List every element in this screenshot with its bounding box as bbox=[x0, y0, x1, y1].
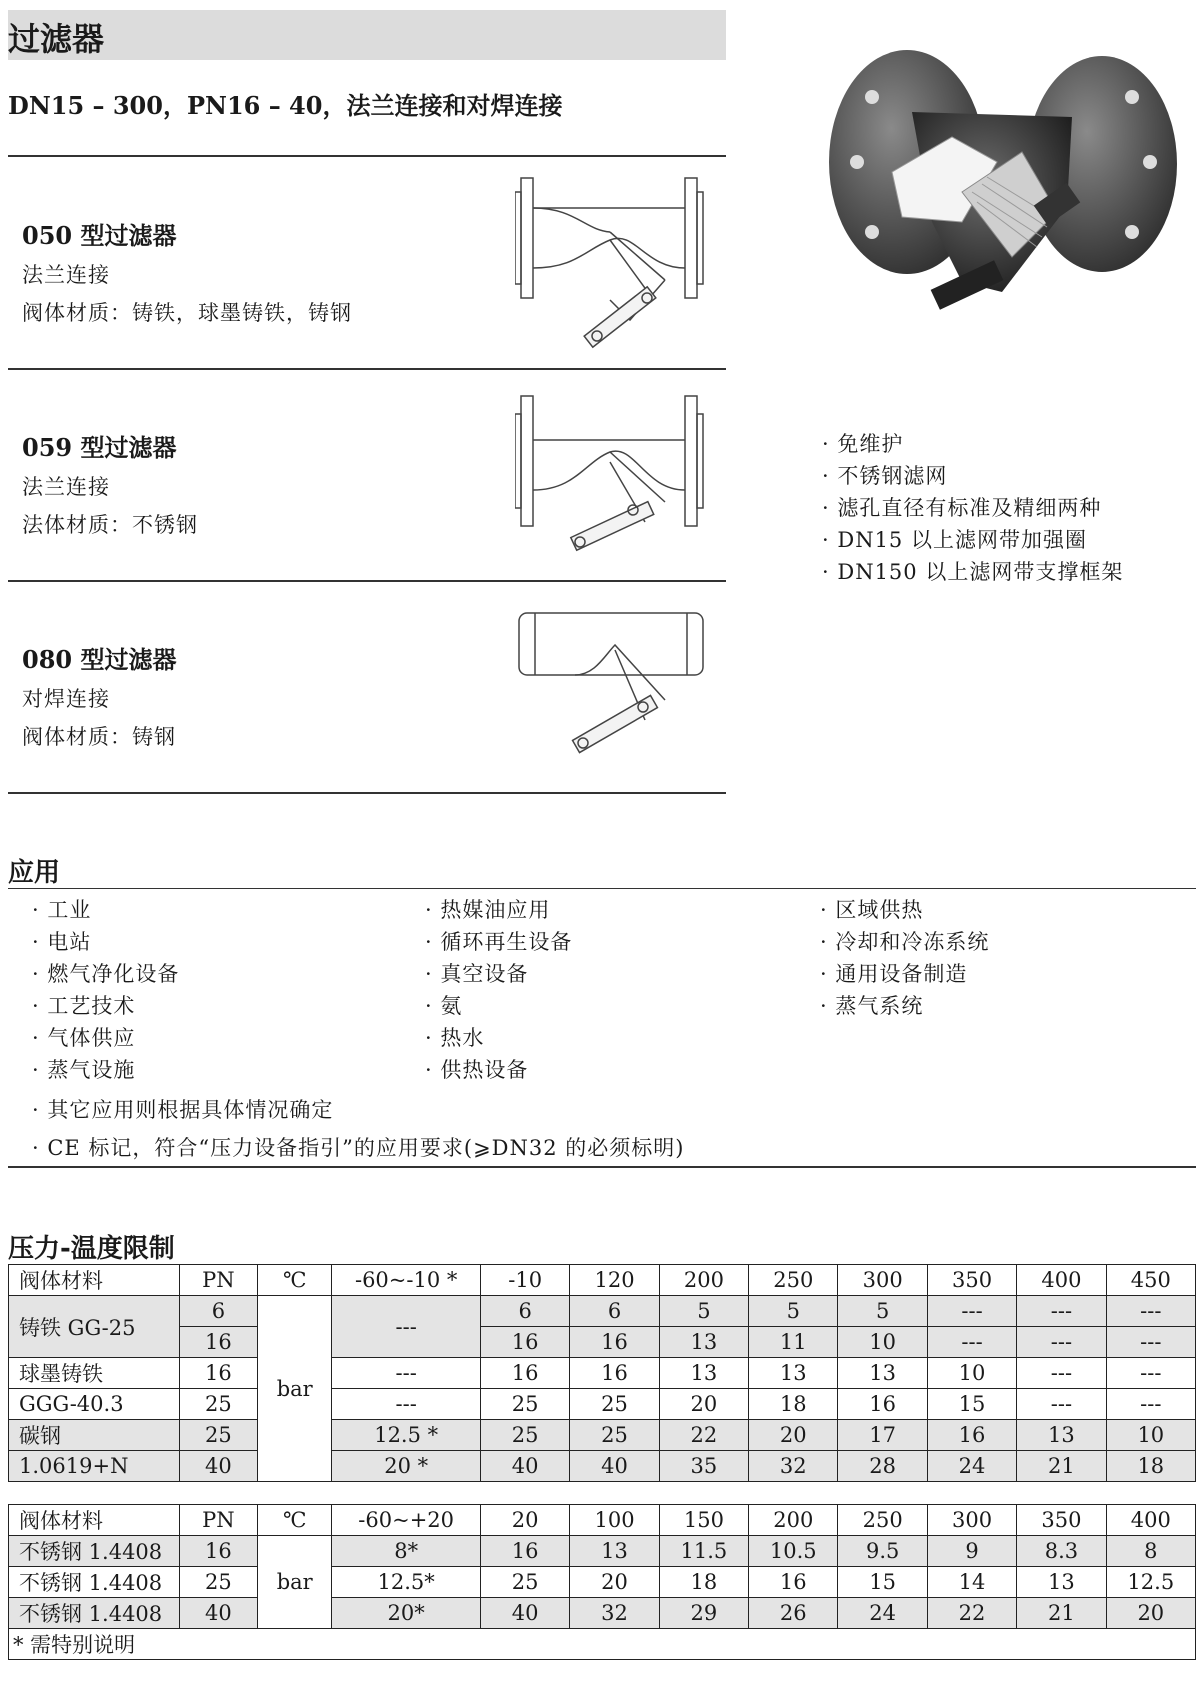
value-cell: 10 bbox=[927, 1358, 1016, 1389]
value-cell: 22 bbox=[659, 1420, 748, 1451]
header-cell: -60~+20 bbox=[332, 1505, 481, 1536]
value-cell: 32 bbox=[570, 1598, 659, 1629]
application-item: · 供热设备 bbox=[425, 1058, 529, 1082]
header-cell: 450 bbox=[1106, 1265, 1195, 1296]
header-cell: 200 bbox=[659, 1265, 748, 1296]
strainer-080-drawing-icon bbox=[515, 605, 715, 775]
value-cell: --- bbox=[1106, 1296, 1195, 1327]
value-cell: 20 bbox=[659, 1389, 748, 1420]
value-cell: 20* bbox=[332, 1598, 481, 1629]
header-cell: 阀体材料 bbox=[9, 1265, 180, 1296]
value-cell: --- bbox=[332, 1389, 481, 1420]
model-059 bbox=[22, 428, 198, 547]
value-cell: 10.5 bbox=[749, 1536, 838, 1567]
divider bbox=[8, 888, 1196, 889]
value-cell: 22 bbox=[927, 1598, 1016, 1629]
material-cell: 铸铁 GG-25 bbox=[9, 1296, 180, 1358]
value-cell: 12.5 bbox=[1106, 1567, 1195, 1598]
value-cell: 13 bbox=[1017, 1567, 1106, 1598]
value-cell: 35 bbox=[659, 1451, 748, 1482]
value-cell: 11.5 bbox=[659, 1536, 748, 1567]
table-row bbox=[9, 1567, 1196, 1598]
divider bbox=[8, 1166, 1196, 1168]
pn-cell: 25 bbox=[179, 1567, 257, 1598]
value-cell: --- bbox=[332, 1358, 481, 1389]
value-cell: 8 bbox=[1106, 1536, 1195, 1567]
value-cell: 12.5 * bbox=[332, 1420, 481, 1451]
value-cell: 25 bbox=[570, 1420, 659, 1451]
table-row bbox=[9, 1451, 1196, 1482]
value-cell: 13 bbox=[749, 1358, 838, 1389]
pn-cell: 6 bbox=[179, 1296, 257, 1327]
model-connection: 对焊连接 bbox=[22, 687, 110, 711]
value-cell: 5 bbox=[659, 1296, 748, 1327]
header-cell: 400 bbox=[1017, 1265, 1106, 1296]
value-cell: 12.5* bbox=[332, 1567, 481, 1598]
unit-cell: bar bbox=[258, 1536, 332, 1629]
strainer-050-drawing-icon bbox=[515, 170, 715, 355]
value-cell: --- bbox=[1106, 1389, 1195, 1420]
value-cell: 8* bbox=[332, 1536, 481, 1567]
application-item: · 氨 bbox=[425, 994, 463, 1018]
value-cell: 40 bbox=[480, 1598, 569, 1629]
value-cell: --- bbox=[927, 1296, 1016, 1327]
header-cell: 350 bbox=[1017, 1505, 1106, 1536]
strainer-cutaway-photo-icon bbox=[812, 42, 1182, 342]
value-cell: 20 bbox=[570, 1567, 659, 1598]
value-cell: 6 bbox=[480, 1296, 569, 1327]
pn-cell: 25 bbox=[179, 1389, 257, 1420]
application-item: · 工艺技术 bbox=[32, 994, 136, 1018]
header-cell: PN bbox=[179, 1505, 257, 1536]
table-header-row bbox=[9, 1265, 1196, 1296]
application-item: · 通用设备制造 bbox=[820, 962, 968, 986]
header-cell: 阀体材料 bbox=[9, 1505, 180, 1536]
strainer-059-drawing-icon bbox=[515, 392, 715, 567]
divider bbox=[8, 155, 726, 157]
model-material: 法体材质：不锈钢 bbox=[22, 513, 198, 537]
value-cell: 21 bbox=[1017, 1598, 1106, 1629]
value-cell: 13 bbox=[570, 1536, 659, 1567]
header-cell: 150 bbox=[659, 1505, 748, 1536]
header-cell: 300 bbox=[927, 1505, 1016, 1536]
model-connection: 法兰连接 bbox=[22, 475, 110, 499]
value-cell: 18 bbox=[1106, 1451, 1195, 1482]
value-cell: 16 bbox=[927, 1420, 1016, 1451]
application-item: · 循环再生设备 bbox=[425, 930, 573, 954]
value-cell: --- bbox=[1017, 1296, 1106, 1327]
pn-cell: 16 bbox=[179, 1536, 257, 1567]
value-cell: --- bbox=[1106, 1327, 1195, 1358]
value-cell: --- bbox=[1017, 1389, 1106, 1420]
value-cell: --- bbox=[332, 1296, 481, 1358]
header-cell: 250 bbox=[749, 1265, 838, 1296]
header-cell: 400 bbox=[1106, 1505, 1195, 1536]
header-cell: 300 bbox=[838, 1265, 927, 1296]
value-cell: 24 bbox=[927, 1451, 1016, 1482]
value-cell: 25 bbox=[570, 1389, 659, 1420]
value-cell: 18 bbox=[659, 1567, 748, 1598]
value-cell: 16 bbox=[570, 1327, 659, 1358]
model-080 bbox=[22, 640, 176, 759]
pressure-temperature-title: 压力-温度限制 bbox=[8, 1234, 175, 1264]
value-cell: 21 bbox=[1017, 1451, 1106, 1482]
application-item: · 蒸气设施 bbox=[32, 1058, 136, 1082]
material-cell: 不锈钢 1.4408 bbox=[9, 1567, 180, 1598]
table-row bbox=[9, 1598, 1196, 1629]
material-cell: GGG-40.3 bbox=[9, 1389, 180, 1420]
value-cell: 17 bbox=[838, 1420, 927, 1451]
value-cell: 18 bbox=[749, 1389, 838, 1420]
model-name: 080 型过滤器 bbox=[22, 645, 177, 674]
header-cell: 250 bbox=[838, 1505, 927, 1536]
header-cell: ℃ bbox=[258, 1505, 332, 1536]
application-item: · 冷却和冷冻系统 bbox=[820, 930, 990, 954]
value-cell: 13 bbox=[1017, 1420, 1106, 1451]
value-cell: 13 bbox=[838, 1358, 927, 1389]
table-row bbox=[9, 1536, 1196, 1567]
header-cell: 200 bbox=[749, 1505, 838, 1536]
divider bbox=[8, 368, 726, 370]
application-item: · 区域供热 bbox=[820, 898, 924, 922]
value-cell: 13 bbox=[659, 1327, 748, 1358]
feature-item: · 滤孔直径有标准及精细两种 bbox=[822, 496, 1102, 520]
application-item: · 电站 bbox=[32, 930, 92, 954]
applications-column-3 bbox=[820, 894, 989, 1022]
value-cell: 10 bbox=[1106, 1420, 1195, 1451]
feature-item: · DN15 以上滤网带加强圈 bbox=[822, 528, 1087, 552]
value-cell: 29 bbox=[659, 1598, 748, 1629]
header-cell: ℃ bbox=[258, 1265, 332, 1296]
header-cell: 20 bbox=[480, 1505, 569, 1536]
application-item: · 工业 bbox=[32, 898, 92, 922]
value-cell: 16 bbox=[480, 1358, 569, 1389]
page-title: 过滤器 bbox=[8, 20, 105, 58]
model-material: 阀体材质：铸钢 bbox=[22, 725, 176, 749]
material-cell: 不锈钢 1.4408 bbox=[9, 1598, 180, 1629]
value-cell: 10 bbox=[838, 1327, 927, 1358]
pn-cell: 40 bbox=[179, 1598, 257, 1629]
value-cell: 15 bbox=[838, 1567, 927, 1598]
divider bbox=[8, 580, 726, 582]
material-cell: 球墨铸铁 bbox=[9, 1358, 180, 1389]
value-cell: 40 bbox=[570, 1451, 659, 1482]
value-cell: 28 bbox=[838, 1451, 927, 1482]
applications-column-2 bbox=[425, 894, 572, 1086]
value-cell: 25 bbox=[480, 1420, 569, 1451]
value-cell: 25 bbox=[480, 1567, 569, 1598]
value-cell: 16 bbox=[570, 1358, 659, 1389]
table-row bbox=[9, 1358, 1196, 1389]
header-cell: PN bbox=[179, 1265, 257, 1296]
value-cell: --- bbox=[1017, 1327, 1106, 1358]
value-cell: 16 bbox=[480, 1536, 569, 1567]
page-subtitle: DN15 – 300，PN16 – 40，法兰连接和对焊连接 bbox=[8, 91, 563, 120]
table-footnote-row bbox=[9, 1629, 1196, 1660]
value-cell: 9 bbox=[927, 1536, 1016, 1567]
applications-title: 应用 bbox=[8, 858, 61, 888]
unit-cell: bar bbox=[258, 1296, 332, 1482]
application-item: · 燃气净化设备 bbox=[32, 962, 180, 986]
feature-list bbox=[822, 428, 1123, 588]
material-cell: 不锈钢 1.4408 bbox=[9, 1536, 180, 1567]
application-item: · 真空设备 bbox=[425, 962, 529, 986]
divider bbox=[8, 792, 726, 794]
application-item: · 热媒油应用 bbox=[425, 898, 551, 922]
value-cell: 16 bbox=[749, 1567, 838, 1598]
title-bar bbox=[8, 10, 726, 60]
application-item: · 气体供应 bbox=[32, 1026, 136, 1050]
value-cell: 15 bbox=[927, 1389, 1016, 1420]
table-row bbox=[9, 1389, 1196, 1420]
application-note: · CE 标记，符合“压力设备指引”的应用要求(⩾DN32 的必须标明) bbox=[32, 1136, 685, 1160]
value-cell: 14 bbox=[927, 1567, 1016, 1598]
table-row bbox=[9, 1296, 1196, 1327]
material-cell: 碳钢 bbox=[9, 1420, 180, 1451]
table-header-row bbox=[9, 1505, 1196, 1536]
value-cell: 24 bbox=[838, 1598, 927, 1629]
value-cell: 25 bbox=[480, 1389, 569, 1420]
pressure-table-2 bbox=[8, 1504, 1196, 1660]
model-050 bbox=[22, 216, 352, 335]
value-cell: 20 bbox=[749, 1420, 838, 1451]
model-connection: 法兰连接 bbox=[22, 263, 110, 287]
value-cell: 13 bbox=[659, 1358, 748, 1389]
value-cell: 16 bbox=[838, 1389, 927, 1420]
value-cell: 8.3 bbox=[1017, 1536, 1106, 1567]
feature-item: · DN150 以上滤网带支撑框架 bbox=[822, 560, 1124, 584]
value-cell: 32 bbox=[749, 1451, 838, 1482]
value-cell: 40 bbox=[480, 1451, 569, 1482]
feature-item: · 免维护 bbox=[822, 432, 904, 456]
value-cell: 20 * bbox=[332, 1451, 481, 1482]
application-note: · 其它应用则根据具体情况确定 bbox=[32, 1098, 334, 1122]
table-row bbox=[9, 1327, 1196, 1358]
application-item: · 蒸气系统 bbox=[820, 994, 924, 1018]
model-material: 阀体材质：铸铁，球墨铸铁，铸钢 bbox=[22, 301, 352, 325]
value-cell: 11 bbox=[749, 1327, 838, 1358]
application-item: · 热水 bbox=[425, 1026, 485, 1050]
pn-cell: 16 bbox=[179, 1327, 257, 1358]
header-cell: -10 bbox=[480, 1265, 569, 1296]
value-cell: 5 bbox=[749, 1296, 838, 1327]
pn-cell: 16 bbox=[179, 1358, 257, 1389]
feature-item: · 不锈钢滤网 bbox=[822, 464, 948, 488]
table-row bbox=[9, 1420, 1196, 1451]
pn-cell: 25 bbox=[179, 1420, 257, 1451]
model-name: 050 型过滤器 bbox=[22, 221, 177, 250]
header-cell: 350 bbox=[927, 1265, 1016, 1296]
table-footnote: * 需特别说明 bbox=[9, 1629, 1196, 1660]
applications-column-1 bbox=[32, 894, 179, 1086]
header-cell: 120 bbox=[570, 1265, 659, 1296]
model-name: 059 型过滤器 bbox=[22, 433, 177, 462]
value-cell: --- bbox=[927, 1327, 1016, 1358]
header-cell: 100 bbox=[570, 1505, 659, 1536]
value-cell: 9.5 bbox=[838, 1536, 927, 1567]
value-cell: 26 bbox=[749, 1598, 838, 1629]
pn-cell: 40 bbox=[179, 1451, 257, 1482]
value-cell: 5 bbox=[838, 1296, 927, 1327]
header-cell: -60~-10 * bbox=[332, 1265, 481, 1296]
material-cell: 1.0619+N bbox=[9, 1451, 180, 1482]
value-cell: 6 bbox=[570, 1296, 659, 1327]
value-cell: 16 bbox=[480, 1327, 569, 1358]
value-cell: --- bbox=[1106, 1358, 1195, 1389]
value-cell: 20 bbox=[1106, 1598, 1195, 1629]
pressure-table-1 bbox=[8, 1264, 1196, 1482]
value-cell: --- bbox=[1017, 1358, 1106, 1389]
